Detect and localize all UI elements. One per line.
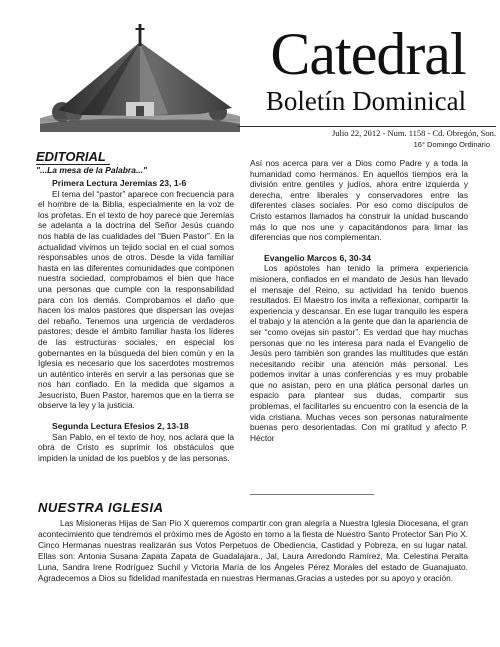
section-divider — [250, 494, 374, 495]
nuestra-iglesia-heading: NUESTRA IGLESIA — [38, 500, 164, 515]
liturgical-sunday: 16° Domingo Ordinario — [413, 140, 490, 149]
nuestra-iglesia-body — [38, 518, 468, 583]
left-column — [38, 178, 234, 463]
right-column — [250, 158, 468, 443]
issue-line: Julio 22, 2012 - Num. 1158 - Cd. Obregón, Son. — [331, 128, 496, 138]
editorial-heading: EDITORIAL — [36, 150, 110, 165]
second-reading-continuation: Así nos acerca para ver a Dios como Padre y a toda la humanidad como hermanos. En aquellos tiempos era la división entre gentiles y judíos, ahora entre izquierda y derecha, entre liberales y conservadores entre las diferentes clases sociales. Por eso como discípulos de Cristo estamos llamados ha construir la unidad buscando más lo que nos une y capacitándonos para limar las diferencias que nos complementan. — [250, 158, 468, 243]
gospel-text: Los apóstoles han tenido la primera experiencia misionera, confiados en el mandato de Jesús han llevado el mensaje del Reino, su actividad ha tenido buenos resultados. El Maestro los invita a reflexionar, compartir la experiencia y descansar. En ese lugar tranquilo les espera el trabajo y la atención a la gente que dan la apariencia de ser “como ovejas sin pastor”. Es verdad que hay muchas personas que no les interesa para nada el Evangelio de Jesús pero también son grandes las multitudes que están necesitando recibir una atención más personal. Les podemos invitar a unas conferencias y es muy probable que no asistan, pero en una plática personal darles un espacio para plantear sus dudas, compartir sus problemas, el facilitarles su encuentro con la esencia de la vida cristiana. Muchas veces son personas naturalmente buenas pero desorientadas. Con mi gratitud y afecto P. Héctor — [250, 263, 468, 443]
nuestra-iglesia-text: Las Misioneras Hijas de San Pio X queremos compartir con gran alegría a Nuestra Iglesia Diocesana, el gran acontecimiento que tendremos el próximo mes de Agosto en torno a la fiesta de Nuestro Santo Protector San Pio X. Cinco Hermanas nuestras realizarán sus Votos Perpetuos de Obediencia, Castidad y Pobreza, en su lugar natal. Ellas son: Antonia Susana Zapata Zapata de Guadalajara., Jal, Laura Arredondo Ramírez, Ma. Celestina Peralta Luna, Sandra Irene Rodríguez Suchil y Victoria María de los Ángeles Pérez Morales del estado de Guanajuato. Agradecemos a Dios su fidelidad manifestada en nuestras Hermanas.Gracias a ustedes por su apoyo y oración. — [38, 518, 468, 583]
masthead-subtitle: Boletín Dominical — [265, 86, 467, 116]
masthead-title: Catedral — [270, 21, 466, 87]
editorial-subheading: "...La mesa de la Palabra..." — [36, 165, 148, 175]
second-reading-text: San Pablo, en el texto de hoy, nos aclara que la obra de Cristo es suprimir los obstáculos que impiden la unidad de los pueblos y de las personas. — [38, 431, 234, 463]
gospel-title: Evangelio Marcos 6, 30-34 — [264, 252, 371, 263]
masthead-divider — [238, 126, 496, 127]
second-reading-title: Segunda Lectura Efesios 2, 13-18 — [52, 421, 189, 432]
first-reading-text: El tema del “pastor” aparece con frecuencia para el hombre de la Biblia, especialmente en la voz de los profetas. En el texto de hoy parece que Jeremías se adelanta a la doctrina del Señor Jesús cuando nos habla de las cualidades del “Buen Pastor”. En la actualidad vivimos un tejido social en el cual somos responsables unos de otros. Desde la vida familiar hasta en las diferentes comunidades que componen nuestra sociedad, comprobamos el bien que hace una personas que cumple con la responsabilidad para con los demás. Comprobamos el daño que hacen los malos pastores que dispersan las ovejas del rebaño. Tenemos una urgencia de verdaderos pastores; desde el ámbito familiar hasta los líderes de las estructuras sociales, en especial los gobernantes en la búsqueda del bien común y en la Iglesia es necesario que los sacerdotes mostremos un auténtico interés en servir a las personas que se nos han confiado. En la medida que sigamos a Jesucristo, Buen Pastor, haremos que en la tierra se observe la ley y la justicia. — [38, 188, 234, 411]
first-reading-title: Primera Lectura Jeremías 23, 1-6 — [52, 178, 187, 188]
cathedral-icon — [40, 20, 240, 132]
